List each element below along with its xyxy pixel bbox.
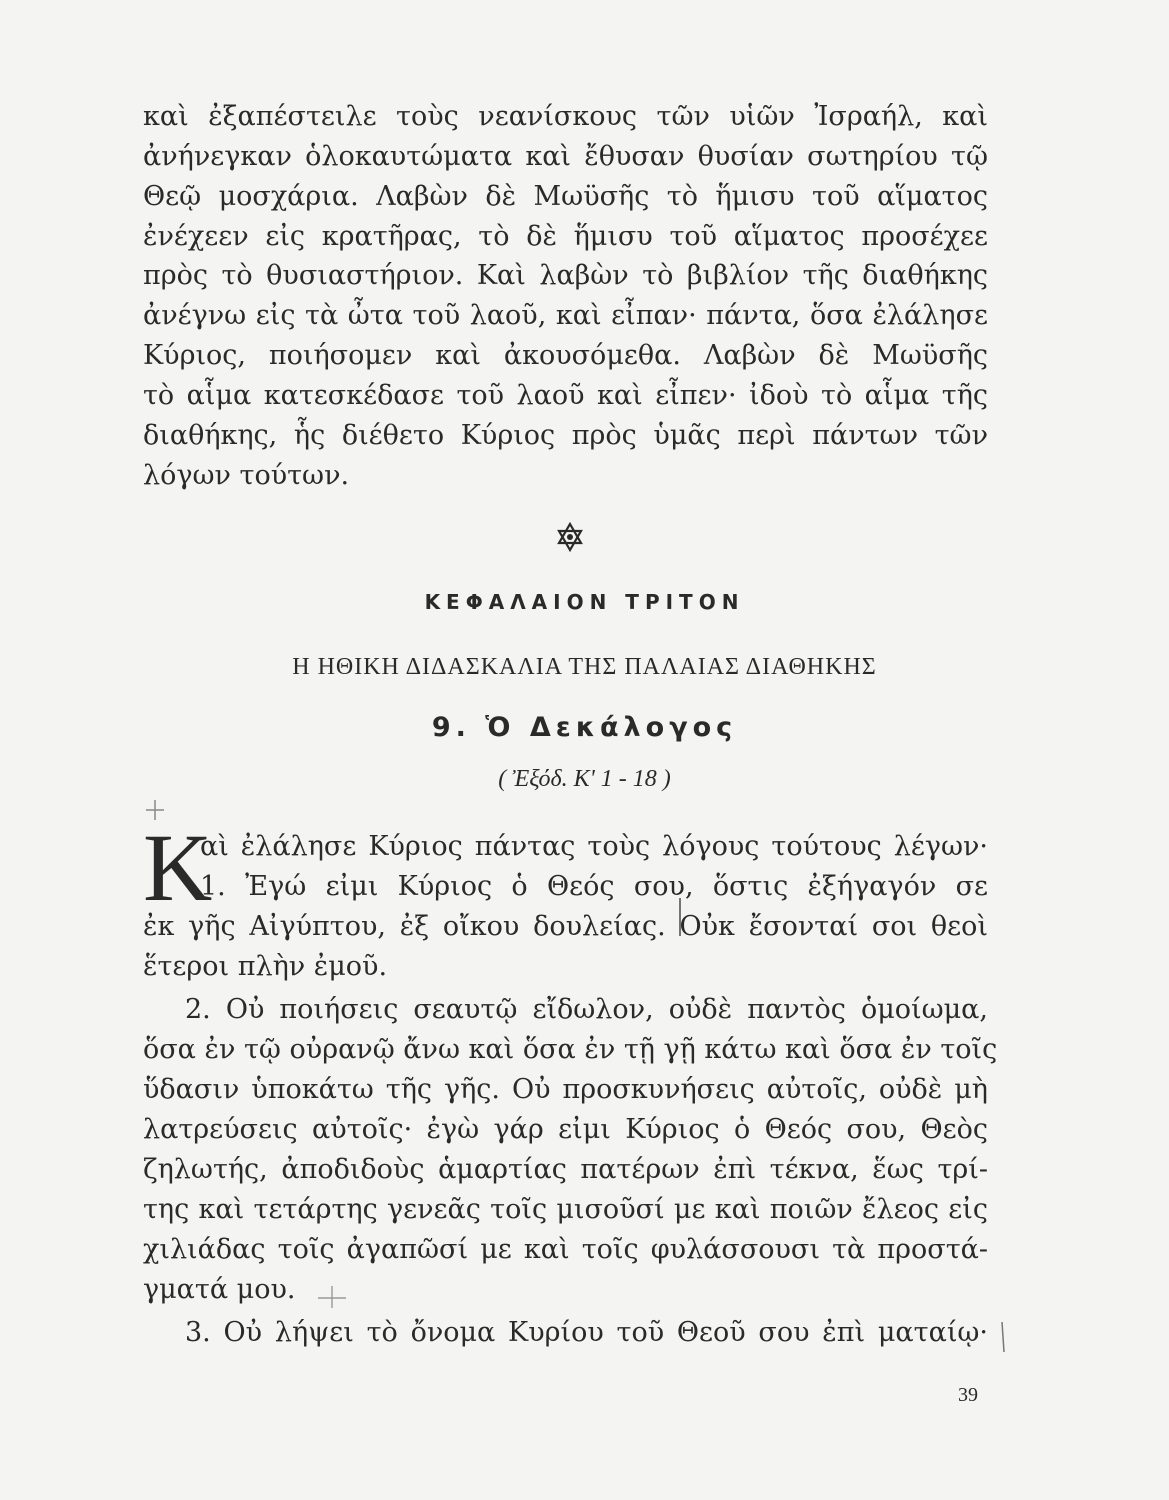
text-line: ἀνήνεγκαν ὁλοκαυτώματα καὶ ἔθυσαν θυσίαν σωτηρίου τῷ: [143, 141, 988, 172]
section-title: 9. Ὁ Δεκάλογος: [431, 712, 738, 743]
text-line: ὅσα ἐν τῷ οὐρανῷ ἄνω καὶ ὅσα ἐν τῇ γῇ κάτω καὶ ὅσα ἐν τοῖς: [143, 1034, 998, 1065]
pencil-tick-mark-icon: [998, 1318, 1008, 1358]
text-line: ἕτεροι πλὴν ἐμοῦ.: [143, 951, 388, 982]
text-line: λόγων τούτων.: [143, 460, 350, 491]
text-line: Κύριος, ποιήσομεν καὶ ἀκουσόμεθα. Λαβὼν δὲ Μωϋσῆς: [143, 340, 988, 371]
text-line: της καὶ τετάρτης γενεᾶς τοῖς μισοῦσί με καὶ ποιῶν ἔλεος εἰς: [143, 1194, 988, 1225]
pencil-cross-mark-icon: [140, 795, 170, 825]
text-line: 3. Οὐ λήψει τὸ ὄνομα Κυρίου τοῦ Θεοῦ σου ἐπὶ ματαίῳ·: [185, 1317, 988, 1348]
text-line: ὕδασιν ὑποκάτω τῆς γῆς. Οὐ προσκυνήσεις αὐτοῖς, οὐδὲ μὴ: [143, 1074, 988, 1105]
text-line: χιλιάδας τοῖς ἀγαπῶσί με καὶ τοῖς φυλάσσουσι τὰ προστά-: [143, 1234, 988, 1265]
section-reference: ( Ἐξόδ. Κ' 1 - 18 ): [498, 766, 671, 792]
pencil-tick-mark-icon: [675, 896, 685, 940]
text-line: τὸ αἷμα κατεσκέδασε τοῦ λαοῦ καὶ εἶπεν· ἰδοὺ τὸ αἷμα τῆς: [143, 380, 988, 411]
text-line: ἀνέγνω εἰς τὰ ὦτα τοῦ λαοῦ, καὶ εἶπαν· πάντα, ὅσα ἐλάλησε: [143, 300, 988, 331]
text-line: ἐνέχεεν εἰς κρατῆρας, τὸ δὲ ἥμισυ τοῦ αἵματος προσέχεε: [143, 221, 988, 252]
text-line: Θεῷ μοσχάρια. Λαβὼν δὲ Μωϋσῆς τὸ ἥμισυ τοῦ αἵματος: [143, 181, 988, 212]
pencil-cross-mark-icon: [312, 1282, 352, 1312]
chapter-label: ΚΕΦΑΛΑΙΟΝ ΤΡΙΤΟΝ: [424, 590, 745, 614]
text-line: ζηλωτής, ἀποδιδοὺς ἁμαρτίας πατέρων ἐπὶ τέκνα, ἕως τρί-: [143, 1154, 988, 1185]
chapter-title: Η ΗΘΙΚΗ ΔΙΔΑΣΚΑΛΙΑ ΤΗΣ ΠΑΛΑΙΑΣ ΔΙΑΘΗΚΗΣ: [292, 654, 877, 680]
text-line: ἐκ γῆς Αἰγύπτου, ἐξ οἴκου δουλείας. Οὐκ ἔσονταί σοι θεοὶ: [143, 911, 988, 942]
text-line: διαθήκης, ἧς διέθετο Κύριος πρὸς ὑμᾶς περὶ πάντων τῶν: [143, 420, 988, 451]
text-line: 1. Ἐγώ εἰμι Κύριος ὁ Θεός σου, ὅστις ἐξήγαγόν σε: [200, 871, 988, 902]
drop-cap: Κ: [143, 814, 213, 921]
text-line: 2. Οὐ ποιήσεις σεαυτῷ εἴδωλον, οὐδὲ παντὸς ὁμοίωμα,: [185, 994, 988, 1025]
page-number: 39: [958, 1384, 978, 1406]
text-line: γματά μου.: [143, 1274, 296, 1305]
text-line: πρὸς τὸ θυσιαστήριον. Καὶ λαβὼν τὸ βιβλίον τῆς διαθήκης: [143, 260, 988, 291]
text-line: αὶ ἐλάλησε Κύριος πάντας τοὺς λόγους τούτους λέγων·: [200, 831, 988, 862]
star-ornament-icon: [555, 522, 585, 552]
text-line: καὶ ἐξαπέστειλε τοὺς νεανίσκους τῶν υἱῶν Ἰσραήλ, καὶ: [143, 101, 988, 132]
text-line: λατρεύσεις αὐτοῖς· ἐγὼ γάρ εἰμι Κύριος ὁ Θεός σου, Θεὸς: [143, 1114, 988, 1145]
